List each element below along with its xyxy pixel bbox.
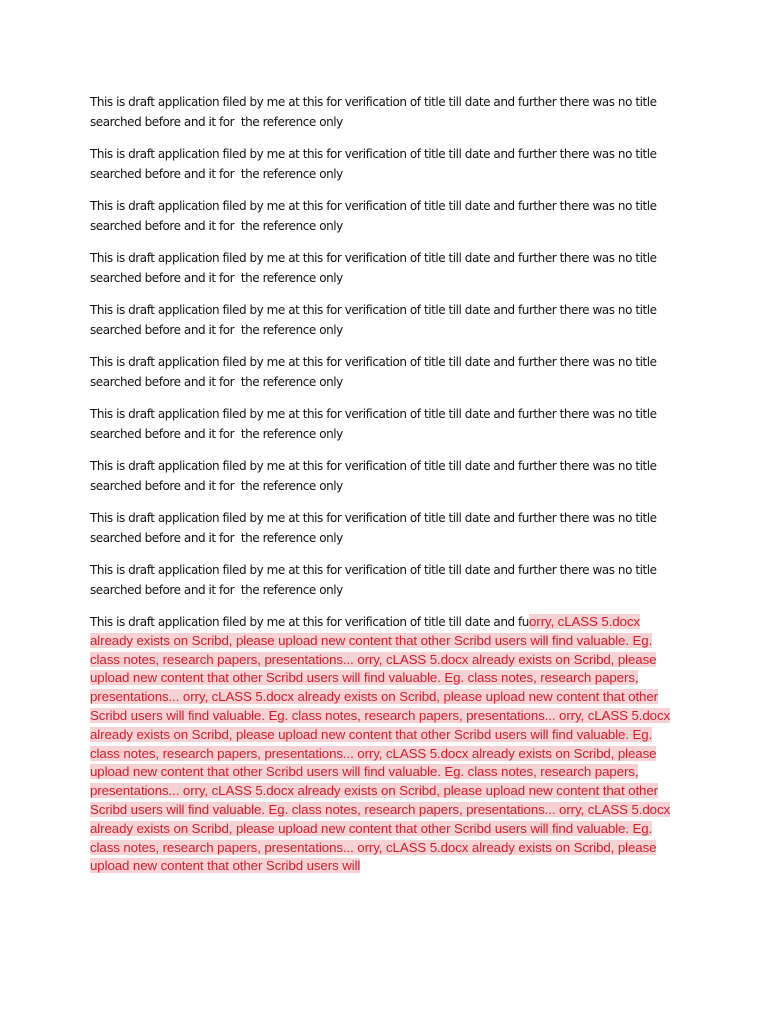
- paragraph-2: This is draft application filed by me at this for verification of title till date and further there was no title searched before and it for the reference only: [90, 147, 660, 181]
- paragraph-5: This is draft application filed by me at this for verification of title till date and further there was no title searched before and it for the reference only: [90, 303, 660, 337]
- paragraph-9: This is draft application filed by me at this for verification of title till date and further there was no title searched before and it for the reference only: [90, 511, 660, 545]
- document-body: [90, 93, 675, 876]
- paragraph-6: This is draft application filed by me at this for verification of title till date and further there was no title searched before and it for the reference only: [90, 355, 660, 389]
- paragraph-4: This is draft application filed by me at this for verification of title till date and further there was no title searched before and it for the reference only: [90, 251, 660, 285]
- paragraph-11-lead: This is draft application filed by me at this for verification of title till date and fu: [90, 615, 529, 629]
- paragraph-11: [90, 613, 675, 876]
- paragraph-8: This is draft application filed by me at this for verification of title till date and further there was no title searched before and it for the reference only: [90, 459, 660, 493]
- paragraph-3: This is draft application filed by me at this for verification of title till date and further there was no title searched before and it for the reference only: [90, 199, 660, 233]
- paragraph-1: This is draft application filed by me at this for verification of title till date and further there was no title searched before and it for the reference only: [90, 95, 660, 129]
- paragraph-10: This is draft application filed by me at this for verification of title till date and further there was no title searched before and it for the reference only: [90, 563, 660, 597]
- highlighted-notice-text: orry, cLASS 5.docx already exists on Scribd, please upload new content that other Scribd users will find valuable. Eg. class notes, research papers, presentations... orry, cLASS 5.docx already exists on Scribd, please upload new content that other Scribd users will find valuable. Eg. class notes, research papers, presentations... orry, cLASS 5.docx already exists on Scribd, please upload new content that other Scribd users will find valuable. Eg. class notes, research papers, presentations... orry, cLASS 5.docx already exists on Scribd, please upload new content that other Scribd users will find valuable. Eg. class notes, research papers, presentations... orry, cLASS 5.docx already exists on Scribd, please upload new content that other Scribd users will find valuable. Eg. class notes, research papers, presentations... orry, cLASS 5.docx already exists on Scribd, please upload new content that other Scribd users will find valuable. Eg. class notes, research papers, presentations... orry, cLASS 5.docx already exists on Scribd, please upload new content that other Scribd users will find valuable. Eg. class notes, research papers, presentations... orry, cLASS 5.docx already exists on Scribd, please upload new content that other Scribd users will: [90, 614, 671, 874]
- paragraph-7: This is draft application filed by me at this for verification of title till date and further there was no title searched before and it for the reference only: [90, 407, 660, 441]
